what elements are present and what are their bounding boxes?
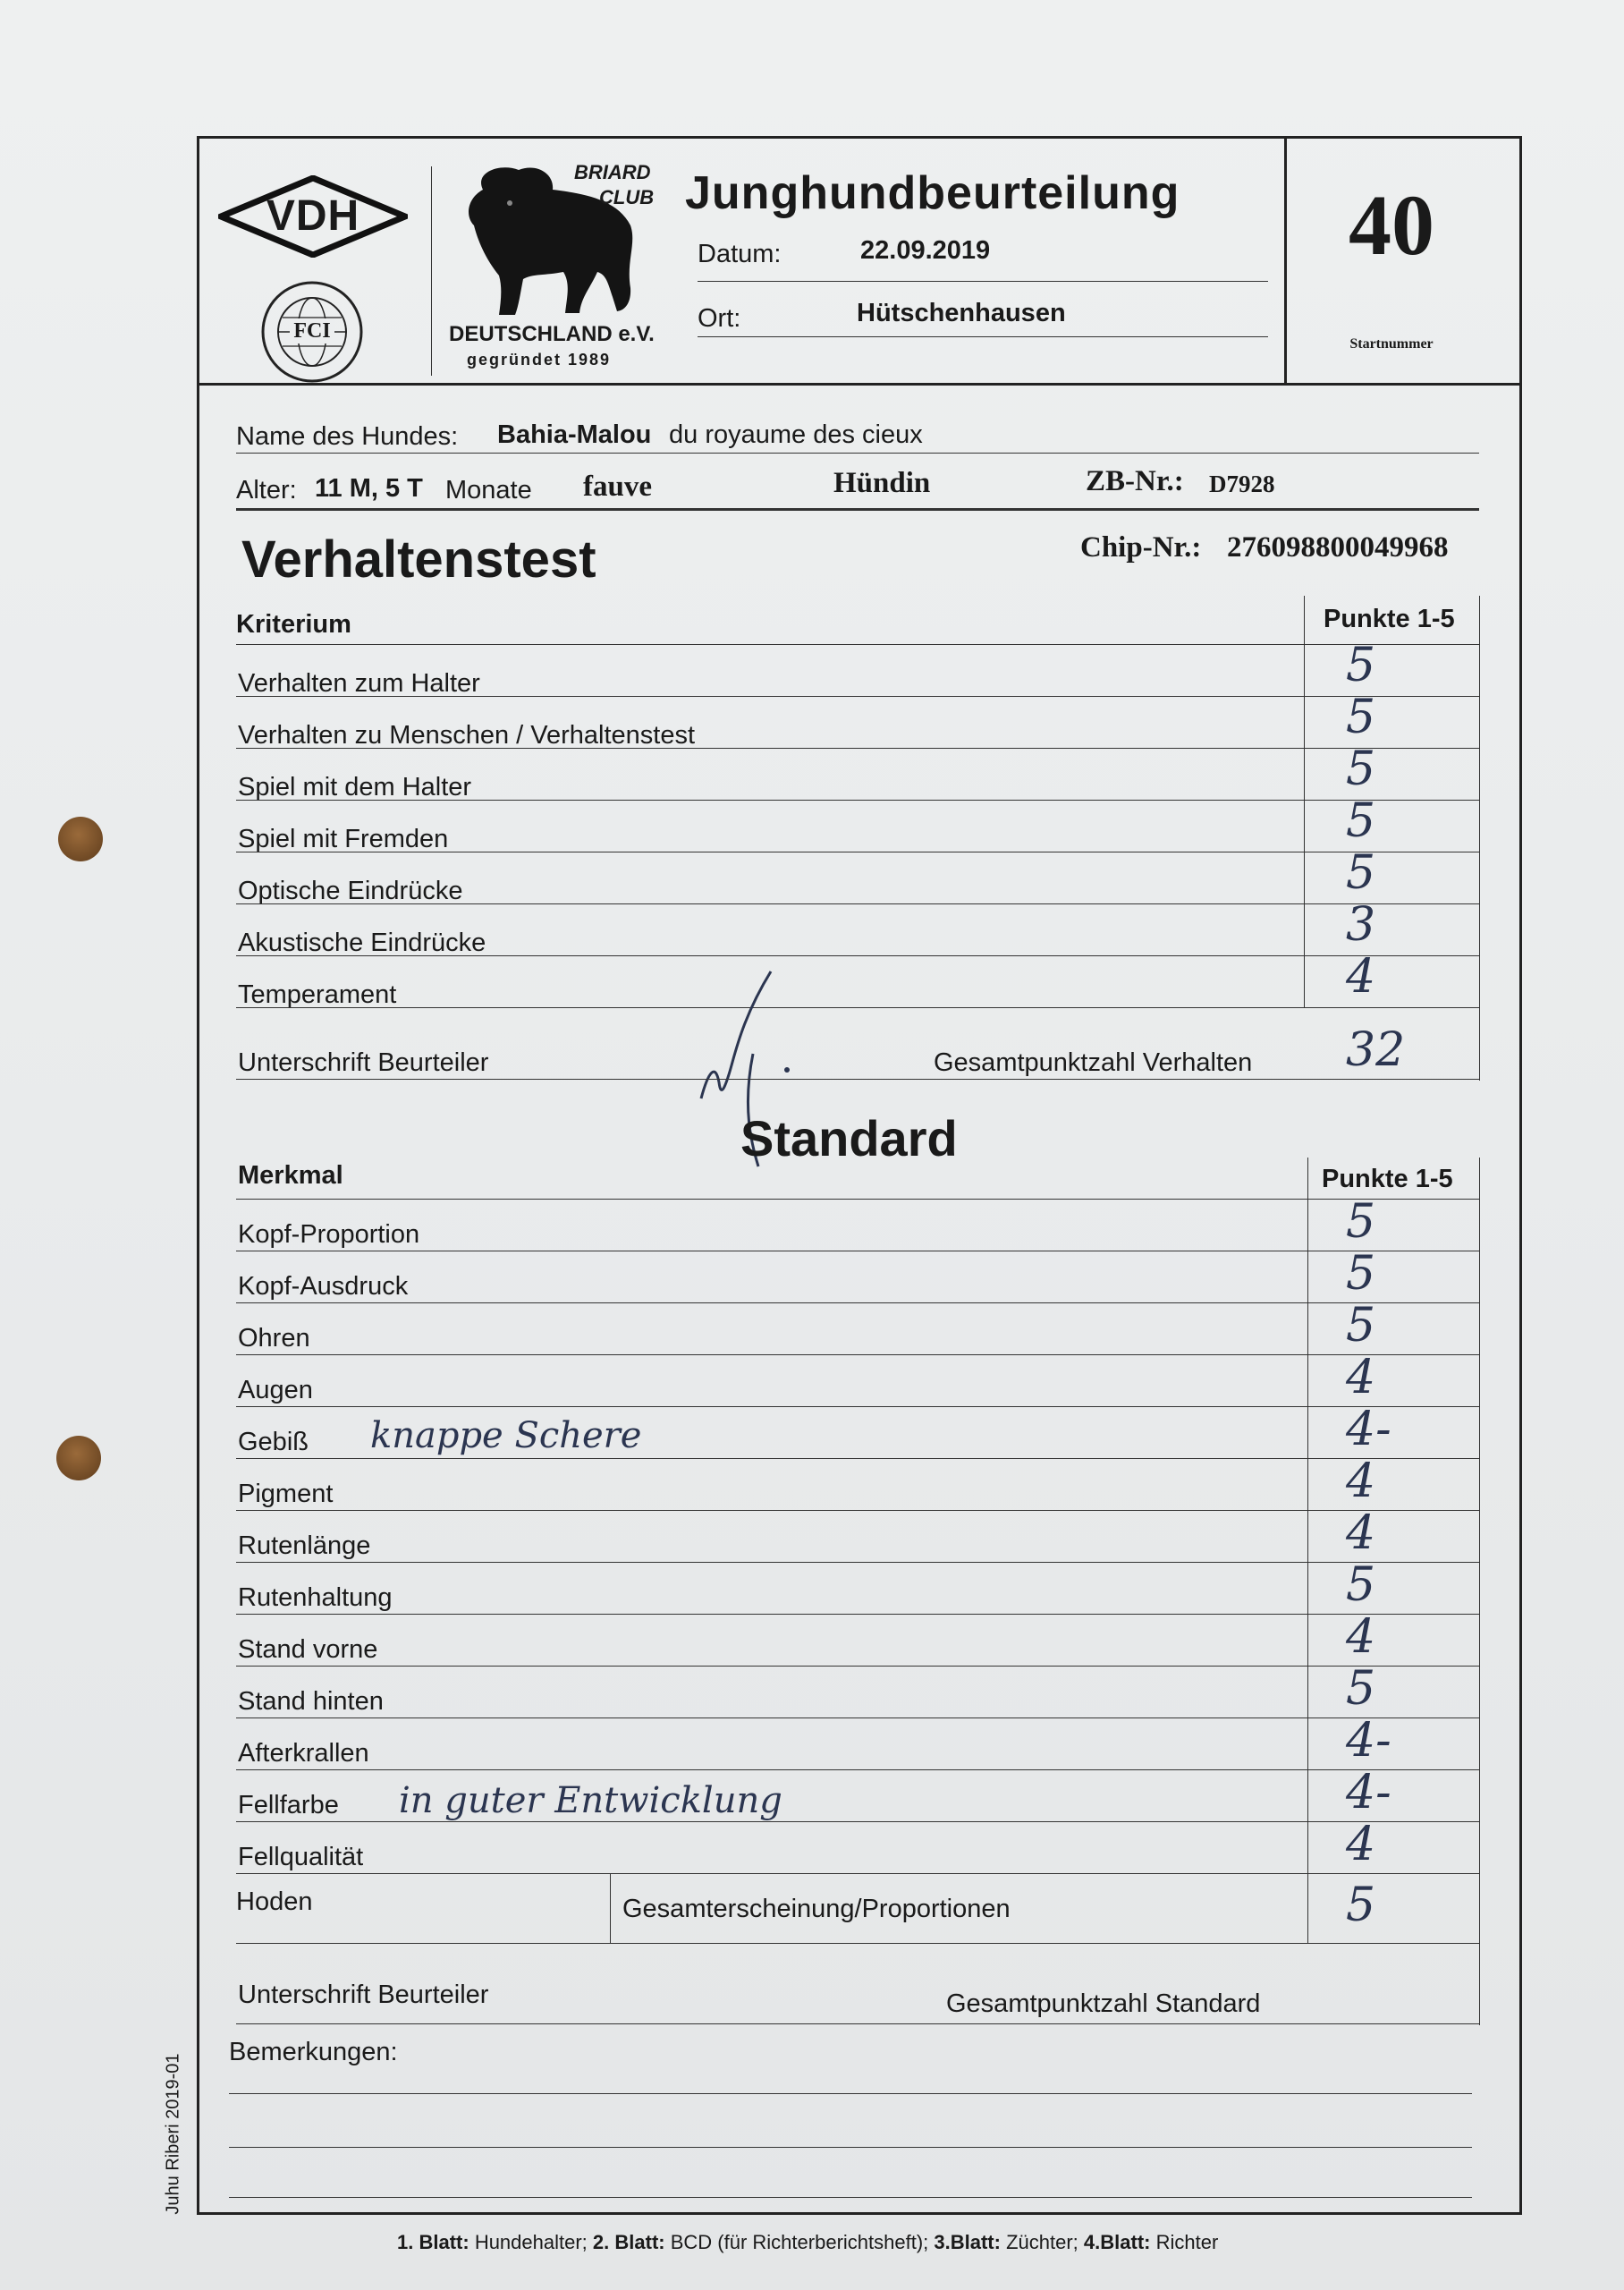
standard-row-line	[236, 1458, 1479, 1459]
footer-sheet1-label: 1. Blatt:	[397, 2231, 469, 2253]
behavior-title: Verhaltenstest	[241, 530, 596, 589]
standard-row-score: 4	[1346, 1610, 1376, 1664]
footer-sheet2-label: 2. Blatt:	[592, 2231, 665, 2253]
standard-row-line	[236, 1614, 1479, 1615]
behavior-row-score: 3	[1346, 898, 1376, 952]
header-bottom-border	[199, 383, 1520, 386]
standard-row-score: 5	[1346, 1558, 1376, 1612]
behavior-row-score: 5	[1346, 639, 1376, 692]
standard-row-line	[236, 1406, 1479, 1407]
standard-row-score: 4	[1346, 1506, 1376, 1560]
form-title: Junghundbeurteilung	[685, 167, 1180, 219]
behavior-row-label: Temperament	[238, 980, 397, 1009]
footer-sheet4-recipient: Richter	[1155, 2231, 1219, 2253]
standard-title: Standard	[740, 1110, 958, 1166]
standard-row-label: Kopf-Proportion	[238, 1220, 420, 1249]
standard-row-score: 4-	[1346, 1766, 1391, 1819]
standard-col-feature: Merkmal	[238, 1161, 343, 1190]
ort-value: Hütschenhausen	[857, 299, 1066, 327]
standard-row-label: Fellqualität	[238, 1843, 364, 1871]
standard-row-label: Rutenhaltung	[238, 1583, 393, 1612]
standard-row-line	[236, 1769, 1479, 1770]
behavior-row-label: Spiel mit dem Halter	[238, 773, 472, 802]
behavior-signature-line	[236, 1079, 1479, 1080]
standard-col-points: Punkte 1-5	[1322, 1165, 1453, 1193]
standard-row-label: Rutenlänge	[238, 1531, 371, 1560]
dog-color: fauve	[583, 471, 652, 503]
chip-label: Chip-Nr.:	[1080, 531, 1202, 564]
standard-row-score: 4	[1346, 1351, 1376, 1404]
behavior-row-score: 4	[1346, 950, 1376, 1004]
standard-row-label: Stand vorne	[238, 1635, 378, 1664]
standard-row-line	[236, 1562, 1479, 1563]
datum-label: Datum:	[698, 240, 782, 268]
remarks-line	[229, 2093, 1472, 2094]
side-note: Juhu Riberi 2019-01	[163, 2053, 183, 2215]
dog-name-bold: Bahia-Malou	[497, 420, 652, 449]
club-founded: gegründet 1989	[467, 351, 612, 369]
behavior-row-line	[236, 1007, 1479, 1008]
standard-row-score: 4	[1346, 1818, 1376, 1871]
behavior-header-line	[236, 644, 1479, 645]
behavior-row-line	[236, 696, 1479, 697]
standard-row-label: Ohren	[238, 1324, 310, 1353]
standard-points-col-left	[1307, 1158, 1308, 1943]
standard-row-note: knappe Schere	[370, 1415, 642, 1456]
behavior-row-score: 5	[1346, 742, 1376, 796]
zb-value: D7928	[1209, 471, 1275, 497]
dog-sex: Hündin	[833, 467, 931, 499]
behavior-total-value: 32	[1346, 1023, 1406, 1077]
standard-row-score: 5	[1346, 1195, 1376, 1249]
age-label: Alter:	[236, 476, 297, 505]
behavior-row-label: Verhalten zum Halter	[238, 669, 480, 698]
behavior-points-col-left	[1304, 596, 1305, 1007]
remarks-line	[229, 2197, 1472, 2198]
standard-row-line	[236, 1666, 1479, 1667]
zb-label: ZB-Nr.:	[1086, 465, 1184, 497]
age-row-underline	[236, 508, 1479, 511]
standard-row-line	[236, 1510, 1479, 1511]
standard-row-score: 4-	[1346, 1403, 1391, 1456]
behavior-row-line	[236, 748, 1479, 749]
standard-total-label: Gesamtpunktzahl Standard	[946, 1989, 1261, 2018]
standard-row-label: Pigment	[238, 1480, 334, 1508]
start-number-label: Startnummer	[1349, 336, 1434, 352]
dog-name-rest: du royaume des cieux	[669, 420, 923, 449]
behavior-signature-label: Unterschrift Beurteiler	[238, 1048, 489, 1077]
club-name-line3: DEUTSCHLAND e.V.	[449, 322, 655, 346]
datum-underline	[698, 281, 1268, 282]
behavior-col-points: Punkte 1-5	[1324, 605, 1455, 633]
hoden-divider	[610, 1873, 611, 1943]
club-name-line2: CLUB	[599, 186, 655, 208]
footer-sheet4-label: 4.Blatt:	[1083, 2231, 1151, 2253]
punch-hole-top	[58, 817, 103, 861]
standard-header-line	[236, 1199, 1479, 1200]
behavior-row-score: 5	[1346, 794, 1376, 848]
behavior-points-col-right	[1479, 596, 1480, 1081]
standard-row-label: Afterkrallen	[238, 1739, 369, 1768]
fci-seal-text: FCI	[290, 318, 334, 344]
footer-distribution	[397, 2231, 1218, 2254]
behavior-row-label: Verhalten zu Menschen / Verhaltenstest	[238, 721, 696, 750]
standard-points-col-right	[1479, 1158, 1480, 2025]
behavior-row-label: Optische Eindrücke	[238, 877, 463, 905]
hoden-row-line	[236, 1943, 1479, 1944]
remarks-label: Bemerkungen:	[229, 2038, 398, 2066]
standard-row-line	[236, 1821, 1479, 1822]
datum-value: 22.09.2019	[860, 236, 991, 265]
ort-underline	[698, 336, 1268, 337]
standard-row-label: Stand hinten	[238, 1687, 384, 1716]
ort-label: Ort:	[698, 304, 741, 333]
standard-row-score: 5	[1346, 1299, 1376, 1353]
standard-row-label: Kopf-Ausdruck	[238, 1272, 409, 1301]
remarks-line	[229, 2147, 1472, 2148]
behavior-row-score: 5	[1346, 691, 1376, 744]
standard-row-label: Gebiß	[238, 1428, 309, 1456]
behavior-row-line	[236, 903, 1479, 904]
footer-sheet3-recipient: Züchter;	[1006, 2231, 1078, 2253]
behavior-col-criterion: Kriterium	[236, 610, 351, 639]
standard-row-score: 4	[1346, 1455, 1376, 1508]
vdh-logo	[218, 175, 408, 258]
start-number: 40	[1349, 177, 1434, 273]
overall-score: 5	[1346, 1879, 1376, 1932]
standard-row-line	[236, 1302, 1479, 1303]
behavior-row-label: Akustische Eindrücke	[238, 929, 486, 957]
standard-signature-label: Unterschrift Beurteiler	[238, 1980, 489, 2009]
vdh-logo-text: VDH	[266, 192, 360, 240]
standard-row-line	[236, 1354, 1479, 1355]
behavior-row-score: 5	[1346, 846, 1376, 900]
footer-sheet3-label: 3.Blatt:	[934, 2231, 1001, 2253]
hoden-label: Hoden	[236, 1887, 313, 1916]
footer-sheet2-recipient: BCD (für Richterberichtsheft);	[670, 2231, 929, 2253]
behavior-row-line	[236, 800, 1479, 801]
behavior-total-label: Gesamtpunktzahl Verhalten	[934, 1048, 1253, 1077]
behavior-row-line	[236, 955, 1479, 956]
footer-sheet1-recipient: Hundehalter;	[474, 2231, 588, 2253]
standard-signature-line	[236, 2023, 1479, 2024]
age-value: 11 M, 5 T	[315, 474, 423, 503]
standard-row-label: Fellfarbe	[238, 1791, 339, 1819]
overall-label: Gesamterscheinung/Proportionen	[622, 1895, 1011, 1923]
age-unit: Monate	[445, 476, 532, 505]
punch-hole-bottom	[56, 1436, 101, 1480]
dog-name-label: Name des Hundes:	[236, 422, 459, 451]
standard-row-score: 5	[1346, 1662, 1376, 1716]
standard-row-score: 4-	[1346, 1714, 1391, 1768]
standard-row-score: 5	[1346, 1247, 1376, 1301]
fci-seal	[259, 279, 365, 385]
standard-row-note: in guter Entwicklung	[399, 1780, 782, 1821]
standard-row-label: Augen	[238, 1376, 313, 1404]
standard-row-line	[236, 1873, 1479, 1874]
club-name-line1: BRIARD	[574, 161, 651, 183]
header-divider-logos	[431, 166, 432, 376]
dog-name-underline	[236, 453, 1479, 454]
chip-value: 276098800049968	[1227, 531, 1449, 564]
behavior-row-label: Spiel mit Fremden	[238, 825, 449, 853]
